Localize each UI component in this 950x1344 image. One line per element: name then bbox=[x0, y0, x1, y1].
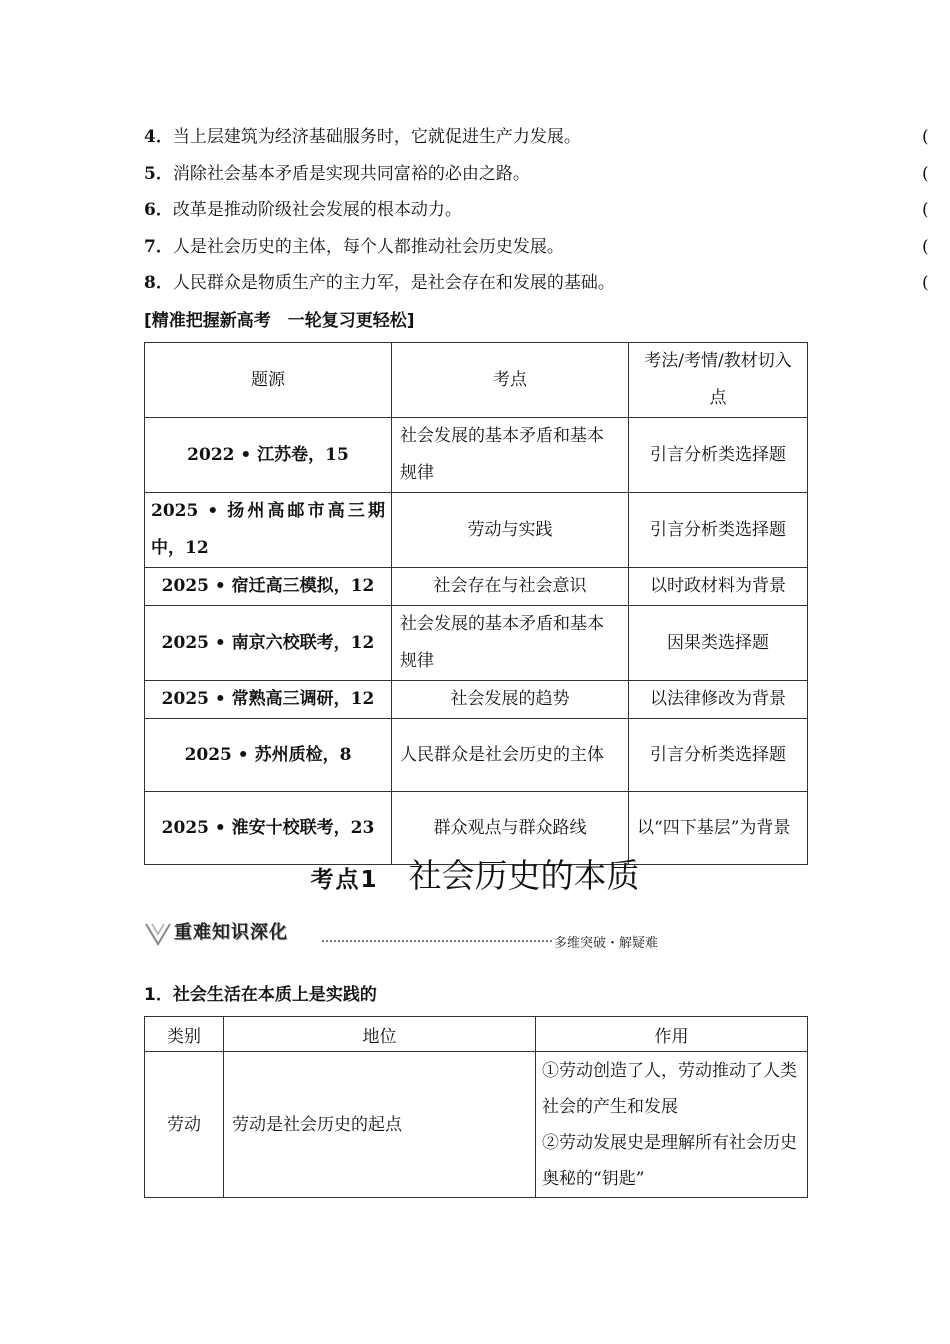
source-cell: 2022 • 江苏卷，15 bbox=[145, 418, 392, 493]
header-category: 类别 bbox=[145, 1017, 224, 1052]
method-cell: 引言分析类选择题 bbox=[629, 719, 808, 792]
judgment-text: 当上层建筑为经济基础服务时，它就促进生产力发展。 bbox=[172, 127, 581, 147]
table-header-row bbox=[145, 343, 808, 418]
answer-paren: ( bbox=[922, 127, 929, 147]
source-cell: 2025 • 苏州质检，8 bbox=[145, 719, 392, 792]
method-cell: 以“四下基层”为背景 bbox=[629, 792, 808, 865]
point-cell: 劳动与实践 bbox=[392, 493, 629, 568]
source-cell: 2025 • 宿迁高三模拟，12 bbox=[145, 568, 392, 606]
point-cell: 人民群众是社会历史的主体 bbox=[392, 719, 629, 792]
effect-item: ①劳动创造了人，劳动推动了人类社会的产生和发展 bbox=[542, 1060, 797, 1117]
table-row bbox=[145, 1052, 808, 1198]
source-cell: 2025 • 常熟高三调研，12 bbox=[145, 681, 392, 719]
judgment-number: 5． bbox=[144, 163, 173, 184]
category-cell: 劳动 bbox=[145, 1052, 224, 1198]
section-title bbox=[0, 850, 950, 897]
source-cell: 2025 • 淮安十校联考，23 bbox=[145, 792, 392, 865]
knowledge-banner bbox=[144, 918, 659, 958]
section-tag: 考点1 bbox=[310, 867, 379, 893]
source-cell: 2025 • 扬州高邮市高三期中，12 bbox=[145, 493, 392, 568]
header-point: 考点 bbox=[392, 343, 629, 418]
table-row bbox=[145, 719, 808, 792]
exam-heading: [精准把握新高考 一轮复习更轻松] bbox=[144, 311, 415, 331]
judgment-list bbox=[144, 122, 950, 305]
judgment-number: 6． bbox=[144, 200, 173, 221]
table-header-row bbox=[145, 1017, 808, 1052]
table-row bbox=[145, 568, 808, 606]
point-cell: 社会发展的趋势 bbox=[392, 681, 629, 719]
table-row bbox=[145, 418, 808, 493]
answer-paren: ( bbox=[922, 273, 929, 294]
method-cell: 以时政材料为背景 bbox=[629, 568, 808, 606]
header-method: 考法/考情/教材切入点 bbox=[629, 343, 808, 418]
banner-subtitle: 多维突破・解疑难 bbox=[554, 936, 659, 951]
answer-paren: ( bbox=[922, 163, 929, 184]
table-row bbox=[145, 681, 808, 719]
method-cell: 因果类选择题 bbox=[629, 606, 808, 681]
header-source: 题源 bbox=[145, 343, 392, 418]
exam-source-table bbox=[144, 342, 808, 865]
table-row bbox=[145, 493, 808, 568]
effect-cell bbox=[536, 1052, 808, 1198]
triangle-icon bbox=[144, 920, 174, 948]
method-cell: 以法律修改为背景 bbox=[629, 681, 808, 719]
table-row bbox=[145, 606, 808, 681]
judgment-item bbox=[144, 268, 950, 305]
judgment-text: 人是社会历史的主体，每个人都推动社会历史发展。 bbox=[172, 236, 564, 257]
answer-paren: ( bbox=[922, 236, 929, 257]
judgment-number: 4． bbox=[144, 127, 173, 147]
method-cell: 引言分析类选择题 bbox=[629, 418, 808, 493]
dotted-divider bbox=[322, 940, 552, 942]
method-cell: 引言分析类选择题 bbox=[629, 493, 808, 568]
header-effect: 作用 bbox=[536, 1017, 808, 1052]
judgment-text: 人民群众是物质生产的主力军，是社会存在和发展的基础。 bbox=[172, 273, 615, 294]
judgment-item bbox=[144, 195, 950, 232]
judgment-number: 7． bbox=[144, 236, 173, 257]
section-name: 社会历史的本质 bbox=[408, 856, 640, 895]
practice-table bbox=[144, 1016, 808, 1198]
effect-item: ②劳动发展史是理解所有社会历史奥秘的“钥匙” bbox=[542, 1132, 797, 1189]
judgment-number: 8． bbox=[144, 273, 173, 294]
judgment-item bbox=[144, 232, 950, 269]
sub-heading: 1．社会生活在本质上是实践的 bbox=[144, 985, 377, 1005]
header-position: 地位 bbox=[224, 1017, 536, 1052]
banner-label: 重难知识深化 bbox=[174, 922, 288, 943]
judgment-item bbox=[144, 122, 950, 159]
point-cell: 社会存在与社会意识 bbox=[392, 568, 629, 606]
answer-paren: ( bbox=[922, 200, 929, 221]
judgment-item bbox=[144, 159, 950, 196]
point-cell: 社会发展的基本矛盾和基本规律 bbox=[392, 418, 629, 493]
source-cell: 2025 • 南京六校联考，12 bbox=[145, 606, 392, 681]
point-cell: 社会发展的基本矛盾和基本规律 bbox=[392, 606, 629, 681]
point-cell: 群众观点与群众路线 bbox=[392, 792, 629, 865]
judgment-text: 改革是推动阶级社会发展的根本动力。 bbox=[172, 200, 462, 221]
position-cell: 劳动是社会历史的起点 bbox=[224, 1052, 536, 1198]
judgment-text: 消除社会基本矛盾是实现共同富裕的必由之路。 bbox=[172, 163, 530, 184]
